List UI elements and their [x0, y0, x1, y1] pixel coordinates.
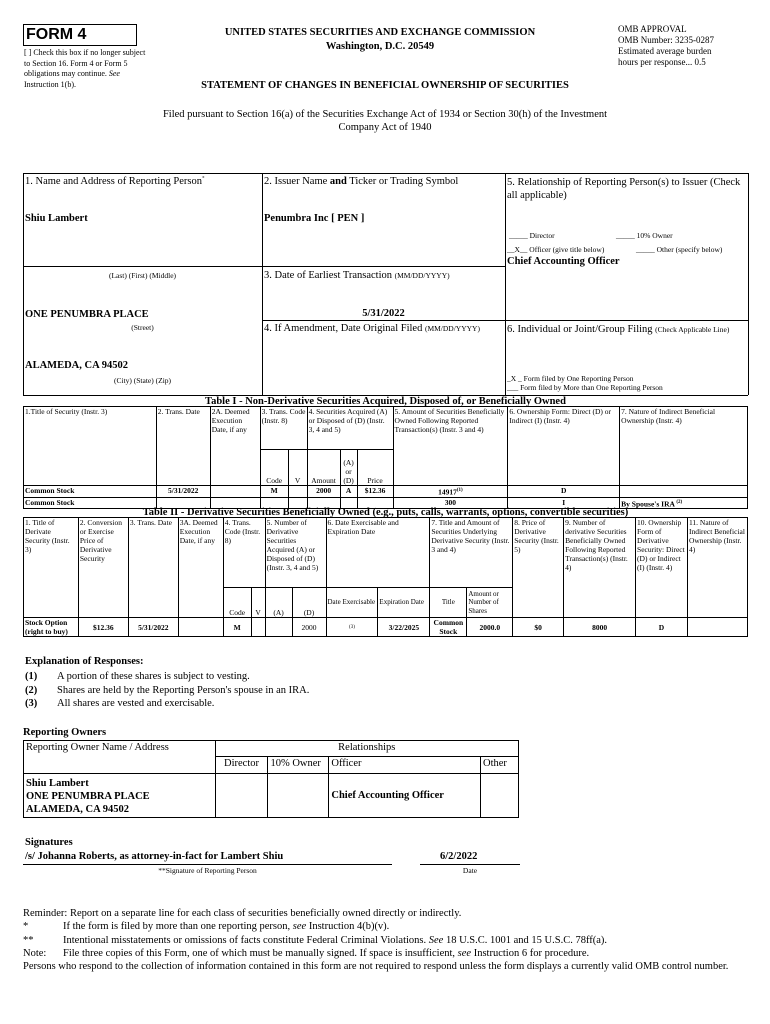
box2-label	[264, 176, 458, 187]
owner-details	[24, 774, 216, 818]
t2-row-title: Stock Option (right to buy)	[24, 618, 79, 637]
t1-header-title: 1.Title of Security (Instr. 3)	[24, 407, 157, 486]
street-caption: (Street)	[131, 323, 154, 332]
checkbox-notice-instr: Instruction 1(b).	[24, 79, 76, 89]
t2-sub-d: (D)	[292, 588, 326, 618]
footer-persons: Persons who respond to the collection of information contained in this form are not required to respond unless the form displays a currently valid OMB control number.	[23, 961, 729, 973]
reporting-owners-title: Reporting Owners	[23, 727, 107, 738]
signature-caption: **Signature of Reporting Person	[158, 866, 257, 875]
t1-nature-value: By Spouse's IRA	[621, 499, 675, 508]
omb-line: Estimated average burden	[618, 46, 712, 56]
footnote-text: Shares are held by the Reporting Person's spouse in an IRA.	[57, 684, 310, 696]
table-row	[24, 486, 748, 498]
footer-star1-see: see	[292, 921, 307, 933]
footer-star2	[23, 934, 748, 947]
issuer-name: Penumbra Inc [ PEN ]	[264, 213, 365, 224]
t2-header-form: 10. Ownership Form of Derivative Security: Direct (D) or Indirect (I) (Instr. 4)	[636, 518, 688, 618]
filing-option-multiple[interactable]: ___ Form filed by More than One Reporting Person	[507, 383, 663, 392]
reporting-person-street: ONE PENUMBRA PLACE	[25, 309, 149, 320]
t1-header-form: 6. Ownership Form: Direct (D) or Indirect (I) (Instr. 4)	[508, 407, 620, 486]
box-border	[262, 320, 748, 321]
t1-owned-value: 14917	[438, 487, 457, 497]
t1-header-acquired: 4. Securities Acquired (A) or Disposed of (D) (Instr. 3, 4 and 5)	[307, 407, 393, 450]
footer-note-mark: Note:	[23, 947, 47, 959]
box6-label-text: 6. Individual or Joint/Group Filing	[507, 324, 653, 335]
box-border	[505, 173, 506, 395]
t1-header-owned: 5. Amount of Securities Beneficially Owned Following Reported Transaction(s) (Instr. 3 and 4)	[393, 407, 508, 486]
footer-star2-b: 18 U.S.C. 1001 and 15 U.S.C. 78ff(a).	[443, 934, 608, 946]
table2	[23, 517, 748, 637]
t2-header-owned: 9. Number of derivative Securities Beneficially Owned Following Reported Transaction(s) (Instr. 4)	[564, 518, 636, 618]
name-caption: (Last) (First) (Middle)	[108, 271, 177, 280]
t1-row-code: M	[260, 486, 288, 498]
footnote-text: A portion of these shares is subject to vesting.	[57, 671, 250, 682]
agency-location: Washington, D.C. 20549	[325, 41, 435, 52]
t2-row-v	[251, 618, 265, 637]
t2-header-date: 3. Trans. Date	[128, 518, 178, 618]
t1-row-owned	[393, 486, 508, 498]
box-border	[262, 173, 263, 395]
t2-sub-title: Title	[430, 588, 467, 618]
earliest-transaction-date: 5/31/2022	[362, 308, 405, 319]
t2-header-price: 2. Conversion or Exercise Price of Derivative Security	[78, 518, 128, 618]
t1-row-v	[288, 486, 307, 498]
date-line	[420, 864, 520, 865]
owners-col-other: Other	[481, 757, 519, 774]
director-checkbox[interactable]: _____ Director	[509, 231, 555, 240]
t1-row-form: D	[508, 486, 620, 498]
t2-header-number: 5. Number of Derivative Securities Acquired (A) or Disposed of (D) (Instr. 3, 4 and 5)	[265, 518, 326, 588]
owner-city: ALAMEDA, CA 94502	[26, 804, 129, 815]
box-border	[23, 173, 748, 174]
t1-row-form: I	[508, 497, 620, 509]
t2-row-code: M	[223, 618, 251, 637]
officer-title: Chief Accounting Officer	[507, 256, 620, 267]
footer-note	[23, 947, 748, 960]
agency-name: UNITED STATES SECURITIES AND EXCHANGE COMMISSION	[224, 27, 536, 38]
signature: /s/ Johanna Roberts, as attorney-in-fact for Lambert Shiu	[25, 851, 284, 862]
t2-header-exercisable: 6. Date Exercisable and Expiration Date	[326, 518, 430, 588]
table2-title: Table II - Derivative Securities Beneficially Owned (e.g., puts, calls, warrants, options, convertible securities)	[142, 507, 629, 518]
t1-row-price: $12.36	[357, 486, 393, 498]
filing-option-one[interactable]: _X _ Form filed by One Reporting Person	[507, 374, 634, 383]
checkbox-notice-text: [ ] Check this box if no longer subject to Section 16. Form 4 or Form 5 obligations may continue.	[24, 48, 146, 78]
filed-pursuant: Filed pursuant to Section 16(a) of the Securities Exchange Act of 1934 or Section 30(h) of the Investment Company Act of 1940	[162, 109, 608, 133]
t2-header-title: 1. Title of Derivate Security (Instr. 3)	[24, 518, 79, 618]
t2-row-a	[265, 618, 292, 637]
box2-label-and: and	[329, 176, 347, 187]
t2-row-form: D	[636, 618, 688, 637]
t2-sub-date-ex: Date Exercisable	[326, 588, 378, 618]
t2-sub-code: Code	[223, 588, 251, 618]
t1-row-title: Common Stock	[24, 497, 157, 509]
t1-row-deemed	[210, 486, 260, 498]
reporting-person-name: Shiu Lambert	[25, 213, 88, 224]
reporting-person-city: ALAMEDA, CA 94502	[25, 360, 128, 371]
omb-approval	[618, 24, 748, 68]
footer-note-a: File three copies of this Form, one of which must be manually signed. If space is insufficient,	[63, 947, 458, 959]
t2-row-underlying-title: Common Stock	[430, 618, 467, 637]
footer-note-see: see	[457, 947, 472, 959]
box-border	[23, 266, 505, 267]
t1-sub-aord: (A) or (D)	[340, 450, 357, 486]
footer-star2-mark: **	[23, 934, 34, 946]
footer-star2-see: See	[428, 934, 444, 946]
owners-col-relationships: Relationships	[215, 741, 518, 757]
footnote-text: All shares are vested and exercisable.	[57, 698, 215, 709]
t1-header-code: 3. Trans. Code (Instr. 8)	[260, 407, 307, 450]
owner-street: ONE PENUMBRA PLACE	[26, 791, 150, 802]
t1-row-title: Common Stock	[24, 486, 157, 498]
footer-star2-a: Intentional misstatements or omissions of facts constitute Federal Criminal Violations.	[63, 934, 429, 946]
checkbox-notice	[24, 48, 152, 90]
reporting-owners-table	[23, 740, 519, 818]
t1-nature-footnote: (2)	[676, 499, 683, 505]
t2-row-date-ex: (3)	[326, 618, 378, 637]
t2-sub-amount: Amount or Number of Shares	[467, 588, 513, 618]
footnote-number: (1)	[25, 671, 38, 682]
owner-ten-pct	[268, 774, 329, 818]
t2-row-owned: 8000	[564, 618, 636, 637]
t1-owned-footnote: (1)	[456, 488, 463, 493]
omb-line: OMB Number: 3235-0287	[618, 35, 714, 45]
t1-sub-price: Price	[357, 450, 393, 486]
explanation-title: Explanation of Responses:	[25, 656, 144, 667]
t2-row-underlying-amount: 2000.0	[467, 618, 513, 637]
box4-label-text: 4. If Amendment, Date Original Filed	[264, 323, 423, 334]
owners-col-officer: Officer	[329, 757, 481, 774]
box4-label	[264, 323, 480, 334]
list-item	[25, 684, 309, 698]
t1-row-date: 5/31/2022	[156, 486, 210, 498]
footer-reminder: Reminder: Report on a separate line for each class of securities beneficially owned directly or indirectly.	[23, 908, 462, 919]
t2-row-nature	[687, 618, 747, 637]
owners-col-name: Reporting Owner Name / Address	[24, 741, 216, 774]
footnote-number: (2)	[25, 684, 38, 696]
box2-label-b: Ticker or Trading Symbol	[346, 176, 459, 187]
t2-row-date: 5/31/2022	[128, 618, 178, 637]
signature-line	[23, 864, 392, 865]
owners-col-ten-pct: 10% Owner	[268, 757, 329, 774]
owner-other	[481, 774, 519, 818]
t1-row-aord: A	[340, 486, 357, 498]
t2-row-d: 2000	[292, 618, 326, 637]
t2-header-code: 4. Trans. Code (Instr. 8)	[223, 518, 265, 588]
footer	[23, 907, 748, 973]
explanation-list	[25, 670, 309, 711]
other-checkbox[interactable]: _____ Other (specify below)	[636, 245, 723, 254]
footer-star1-b: Instruction 4(b)(v).	[306, 921, 390, 933]
box2-label-a: 2. Issuer Name	[264, 176, 330, 187]
t2-sub-a: (A)	[265, 588, 292, 618]
list-item	[25, 670, 309, 684]
t1-row-owned: 300	[393, 497, 508, 509]
box6-label-small: (Check Applicable Line)	[655, 325, 730, 334]
city-caption: (City) (State) (Zip)	[113, 376, 172, 385]
box3-label	[264, 270, 450, 281]
t1-row-amount: 2000	[307, 486, 340, 498]
box1-label-sup: *	[202, 176, 205, 182]
signature-date: 6/2/2022	[440, 851, 478, 862]
t2-sub-v: V	[251, 588, 265, 618]
ten-percent-checkbox[interactable]: _____ 10% Owner	[616, 231, 673, 240]
t2-row-deemed	[178, 618, 223, 637]
checkbox-notice-see: See	[108, 69, 120, 78]
t1-header-deemed: 2A. Deemed Execution Date, if any	[210, 407, 260, 486]
footer-star1	[23, 920, 748, 933]
footnote-number: (3)	[25, 698, 38, 709]
date-caption: Date	[462, 866, 478, 875]
table1	[23, 406, 748, 509]
owner-officer: Chief Accounting Officer	[329, 774, 481, 818]
footer-note-b: Instruction 6 for procedure.	[471, 947, 590, 959]
owners-col-director: Director	[215, 757, 268, 774]
owner-director	[215, 774, 268, 818]
box-border	[748, 173, 749, 395]
box1-label	[25, 176, 205, 187]
table1-title: Table I - Non-Derivative Securities Acquired, Disposed of, or Beneficially Owned	[205, 396, 566, 407]
form-title: FORM 4	[23, 24, 137, 46]
box3-label-small: (MM/DD/YYYY)	[394, 271, 450, 280]
box5-label: 5. Relationship of Reporting Person(s) to Issuer (Check all applicable)	[507, 177, 741, 201]
box6-label	[507, 323, 745, 336]
table-row	[24, 774, 519, 818]
t2-row-dprice: $0	[513, 618, 564, 637]
t2-header-dprice: 8. Price of Derivative Security (Instr. 5)	[513, 518, 564, 618]
t1-sub-v: V	[288, 450, 307, 486]
list-item	[25, 697, 309, 711]
box4-label-small: (MM/DD/YYYY)	[424, 324, 480, 333]
omb-line: hours per response... 0.5	[618, 57, 706, 67]
t2-sub-exp: Expiration Date	[378, 588, 430, 618]
footer-star1-mark: *	[23, 921, 29, 933]
t2-header-underlying: 7. Title and Amount of Securities Underlying Derivative Security (Instr. 3 and 4)	[430, 518, 513, 588]
t2-row-exp: 3/22/2025	[378, 618, 430, 637]
t1-row-nature	[620, 486, 748, 498]
t1-header-nature: 7. Nature of Indirect Beneficial Ownership (Instr. 4)	[620, 407, 748, 486]
t1-sub-code: Code	[260, 450, 288, 486]
t2-header-deemed: 3A. Deemed Execution Date, if any	[178, 518, 223, 618]
box1-label-text: 1. Name and Address of Reporting Person	[25, 176, 203, 187]
t1-sub-amount: Amount	[307, 450, 340, 486]
owner-name: Shiu Lambert	[26, 778, 89, 789]
officer-checkbox[interactable]: __X__ Officer (give title below)	[507, 245, 605, 254]
t1-header-date: 2. Trans. Date	[156, 407, 210, 486]
signatures-title: Signatures	[25, 837, 73, 848]
table-row	[24, 618, 748, 637]
box3-label-text: 3. Date of Earliest Transaction	[264, 270, 393, 281]
t2-row-price: $12.36	[78, 618, 128, 637]
statement-title: STATEMENT OF CHANGES IN BENEFICIAL OWNERSHIP OF SECURITIES	[201, 80, 569, 91]
omb-line: OMB APPROVAL	[618, 24, 687, 34]
t2-header-nature: 11. Nature of Indirect Beneficial Ownership (Instr. 4)	[687, 518, 747, 618]
footer-star1-a: If the form is filed by more than one reporting person,	[63, 921, 293, 933]
box-border	[23, 173, 24, 395]
